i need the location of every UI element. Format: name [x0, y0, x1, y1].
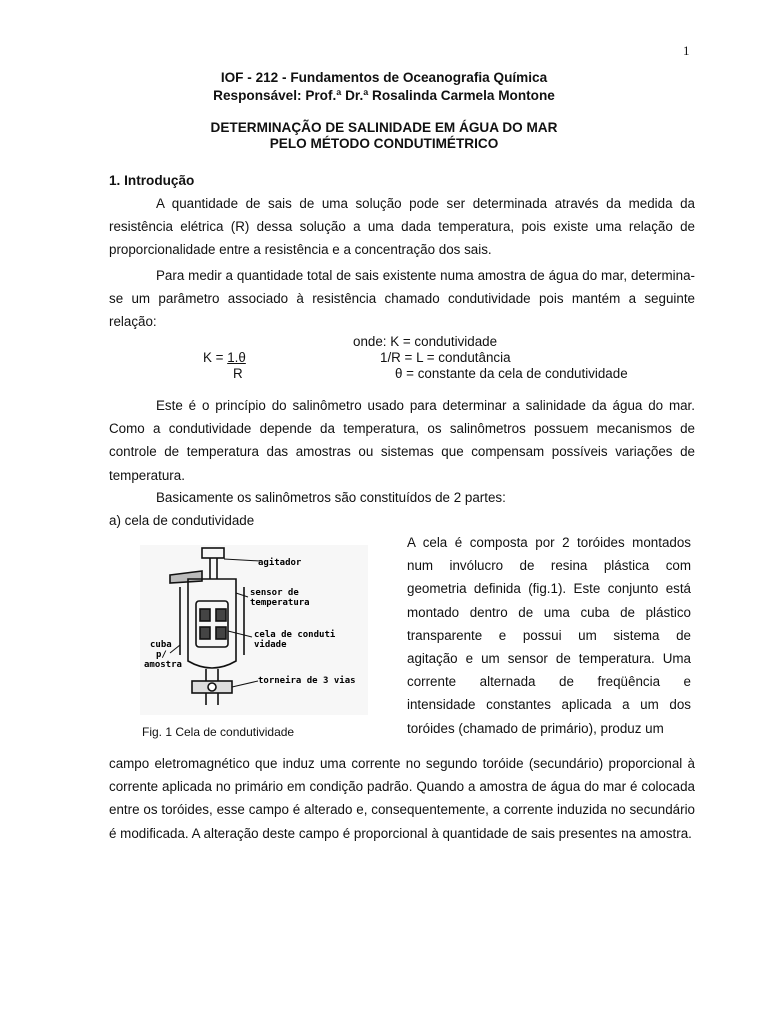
formula-k: [203, 350, 246, 366]
formula-denominator: R: [233, 366, 243, 381]
side-line-9: toróides (chamado de primário), produz um: [407, 720, 664, 736]
formula-where-l: 1/R = L = condutância: [380, 350, 511, 365]
toroid-secondary-bottom: [216, 627, 226, 639]
paragraph-4: [109, 486, 695, 509]
formula-where-theta: θ = constante da cela de condutividade: [395, 366, 628, 381]
figure-caption: Fig. 1 Cela de condutividade: [142, 725, 295, 739]
label-sensor-1: sensor de: [250, 588, 299, 598]
toroid-primary-top: [200, 609, 210, 621]
side-line-2: num invólucro de resina plástica com: [407, 558, 691, 574]
paragraph-3: [109, 394, 695, 487]
doc-title-line2: PELO MÉTODO CONDUTIMÉTRICO: [269, 136, 499, 151]
paragraph-5: [109, 752, 695, 845]
list-item-a: a) cela de condutividade: [109, 513, 255, 528]
formula-where-k: onde: K = condutividade: [353, 334, 498, 349]
page-number: 1: [683, 43, 690, 58]
label-torneira: torneira de 3 vias: [258, 676, 356, 686]
responsible-line: Responsável: Prof.ª Dr.ª Rosalinda Carmela Montone: [213, 88, 555, 103]
toroid-primary-bottom: [200, 627, 210, 639]
label-sensor-2: temperatura: [250, 598, 310, 608]
side-line-1: A cela é composta por 2 toróides montados: [407, 535, 691, 550]
paragraph-1: [109, 192, 695, 262]
formula-numerator: 1.θ: [227, 350, 246, 365]
label-agitador: agitador: [258, 558, 302, 568]
label-cuba-2: p/: [156, 650, 167, 660]
side-line-5: transparente e possui um sistema de: [407, 627, 691, 643]
course-title: IOF - 212 - Fundamentos de Oceanografia Química: [220, 70, 548, 85]
label-cuba-3: amostra: [144, 660, 182, 670]
side-line-7: corrente alternada de freqüência e: [407, 674, 691, 690]
valve-knob: [208, 683, 216, 691]
paragraph-3-text: Este é o princípio do salinômetro usado para determinar a salinidade da água do mar. Como a condutividade depende da temperatura, os salinômetros possuem mecanismos de controle de temperatura das amostras ou sistemas que compensam possíveis variações de temperatura.: [109, 398, 695, 483]
doc-title-line1: DETERMINAÇÃO DE SALINIDADE EM ÁGUA DO MAR: [210, 120, 558, 135]
side-line-4: montado dentro de uma cuba de plástico: [407, 604, 691, 620]
label-cela-1: cela de conduti: [254, 630, 336, 640]
label-cuba-1: cuba: [150, 640, 172, 650]
toroid-secondary-top: [216, 609, 226, 621]
paragraph-2-text: Para medir a quantidade total de sais existente numa amostra de água do mar, determina-se um parâmetro associado à resistência chamado condutividade pois mantém a seguinte relação:: [109, 268, 695, 330]
figure-side-text: [407, 531, 691, 740]
section-heading-introducao: 1. Introdução: [109, 173, 195, 188]
paragraph-2: [109, 264, 695, 334]
label-cela-2: vidade: [254, 640, 287, 650]
paragraph-1-text: A quantidade de sais de uma solução pode ser determinada através da medida da resistência elétrica (R) dessa solução a uma dada temperatura, pois existe uma relação de proporcionalidade entre a resistência e a concentração dos sais.: [109, 196, 695, 258]
conductivity-cell-figure: [140, 545, 368, 715]
paragraph-4-text: Basicamente os salinômetros são constituídos de 2 partes:: [156, 490, 506, 505]
side-line-6: agitação e um sensor de temperatura. Uma: [407, 650, 691, 666]
formula-lhs: K =: [203, 350, 228, 365]
side-line-3: geometria definida (fig.1). Este conjunto está: [407, 581, 691, 597]
paragraph-5-text: campo eletromagnético que induz uma corrente no segundo toróide (secundário) proporcional à corrente aplicada no primário em condição padrão. Quando a amostra de água do mar é colocada entre os toróides, esse campo é alterado e, consequentemente, a corrente induzida no secundário é modificada. A alteração deste campo é proporcional à quantidade de sais presentes na amostra.: [109, 756, 695, 841]
side-line-8: intensidade constantes aplicada a um dos: [407, 697, 691, 713]
